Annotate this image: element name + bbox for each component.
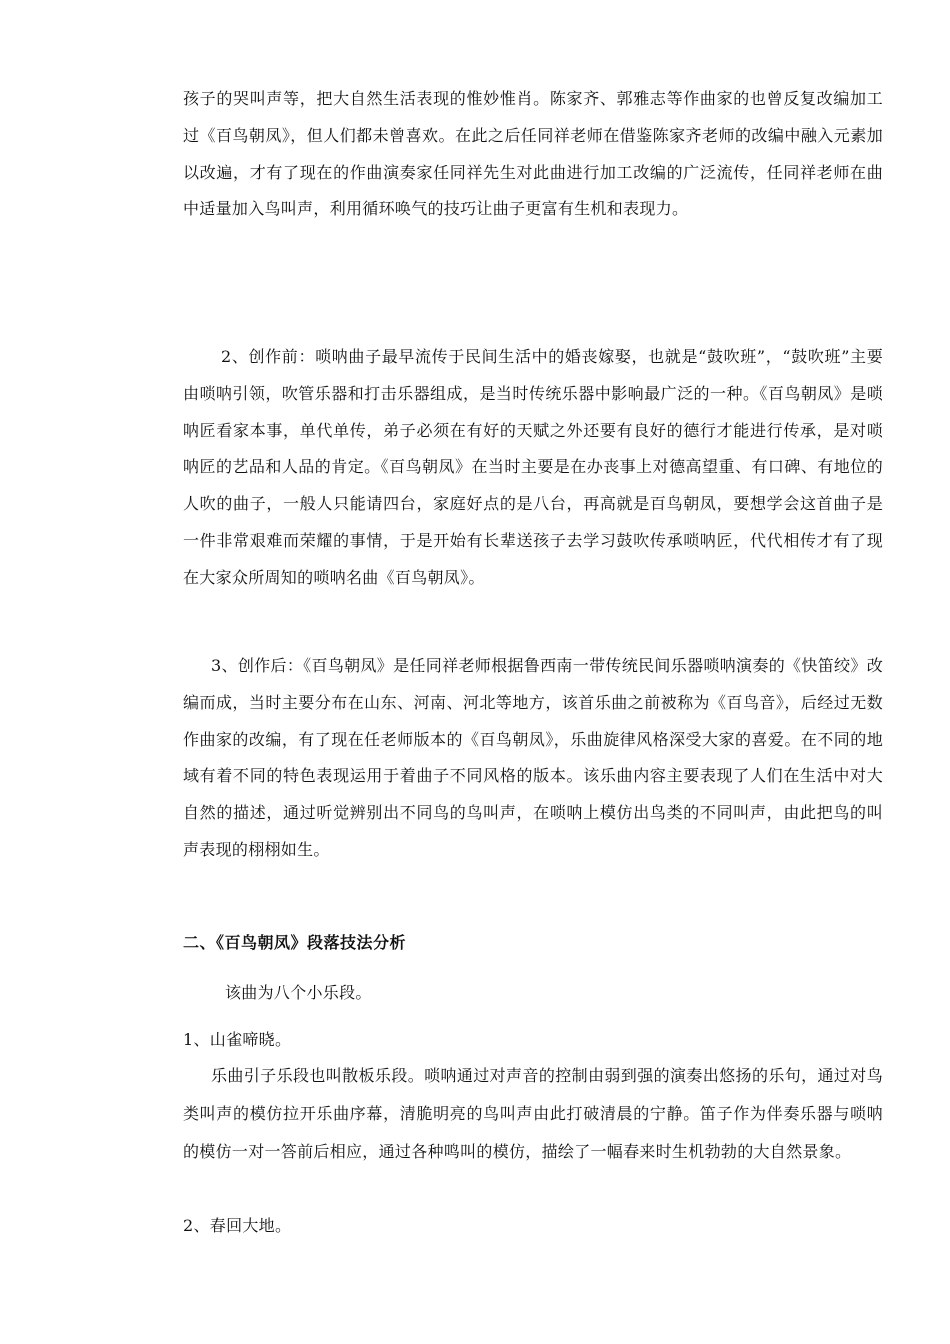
section-intro: 该曲为八个小乐段。 bbox=[225, 983, 372, 1002]
creation-before-paragraph: 2、创作前：唢呐曲子最早流传于民间生活中的婚丧嫁娶，也就是“鼓吹班”，“鼓吹班”主要由唢呐引领，吹管乐器和打击乐器组成，是当时传统乐器中影响最广泛的一种。《百鸟朝凤》是唢呐匠看家本事，单代单传，弟子必须在有好的天赋之外还要有良好的德行才能进行传承，是对唢呐匠的艺品和人品的肯定。《百鸟朝凤》在当时主要是在办丧事上对德高望重、有口碑、有地位的人吹的曲子，一般人只能请四台，家庭好点的是八台，再高就是百鸟朝凤，要想学会这首曲子是一件非常艰难而荣耀的事情，于是开始有长辈送孩子去学习鼓吹传承唢呐匠，代代相传才有了现在大家众所周知的唢呐名曲《百鸟朝凤》。 bbox=[183, 347, 883, 587]
item-1-body: 乐曲引子乐段也叫散板乐段。唢呐通过对声音的控制由弱到强的演奏出悠扬的乐句，通过对鸟类叫声的模仿拉开乐曲序幕，清脆明亮的鸟叫声由此打破清晨的宁静。笛子作为伴奏乐器与唢呐的模仿一对一答前后相应，通过各种鸣叫的模仿，描绘了一幅春来时生机勃勃的大自然景象。 bbox=[183, 1066, 883, 1161]
item-1-title: 1、山雀啼晓。 bbox=[183, 1030, 292, 1049]
item-2-title: 2、春回大地。 bbox=[183, 1216, 292, 1235]
section-heading: 二、《百鸟朝凤》段落技法分析 bbox=[183, 933, 407, 952]
intro-paragraph: 孩子的哭叫声等，把大自然生活表现的惟妙惟肖。陈家齐、郭雅志等作曲家的也曾反复改编加工过《百鸟朝凤》，但人们都未曾喜欢。在此之后任同祥老师在借鉴陈家齐老师的改编中融入元素加以改遍，才有了现在的作曲演奏家任同祥先生对此曲进行加工改编的广泛流传，任同祥老师在曲中适量加入鸟叫声，利用循环唤气的技巧让曲子更富有生机和表现力。 bbox=[183, 89, 883, 219]
creation-after-paragraph: 3、创作后：《百鸟朝凤》是任同祥老师根据鲁西南一带传统民间乐器唢呐演奏的《快笛绞》改编而成，当时主要分布在山东、河南、河北等地方，该首乐曲之前被称为《百鸟音》，后经过无数作曲家的改编，有了现在任老师版本的《百鸟朝凤》，乐曲旋律风格深受大家的喜爱。在不同的地域有着不同的特色表现运用于着曲子不同风格的版本。该乐曲内容主要表现了人们在生活中对大自然的描述，通过听觉辨别出不同鸟的鸟叫声，在唢呐上模仿出鸟类的不同叫声，由此把鸟的叫声表现的栩栩如生。 bbox=[183, 656, 883, 859]
